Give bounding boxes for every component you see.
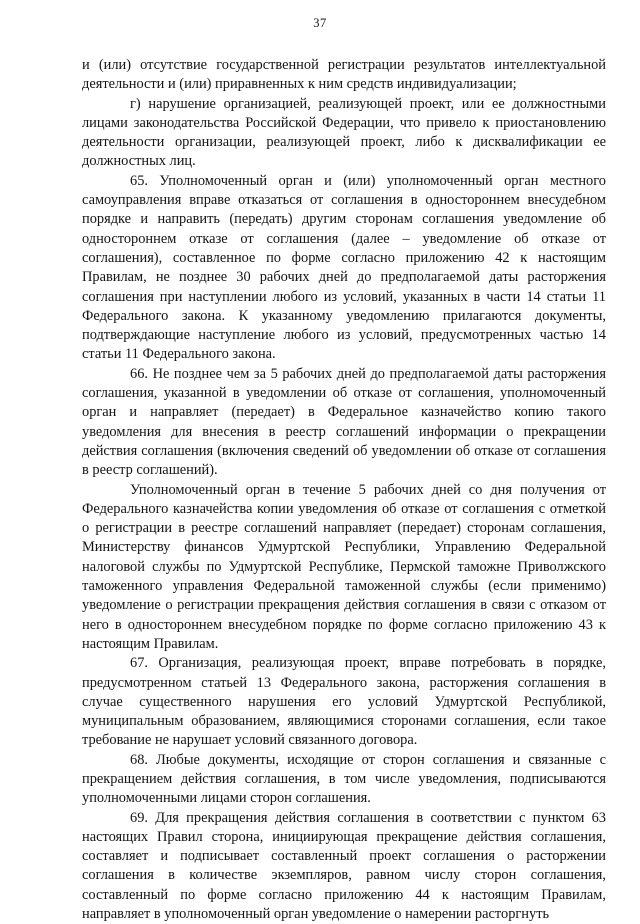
page-number: 37: [313, 16, 327, 30]
paragraph-69: 69. Для прекращения действия соглашения в соответствии с пунктом 63 настоящих Правил сторона, инициирующая прекращение действия соглашения, составляет и подписывает составленный проект соглашения о расторжении соглашения в количестве экземпляров, равном числу сторон соглашения, составленный по форме согласно приложению 44 к настоящим Правилам, направляет в уполномоченный орган уведомление о намерении расторгнуть: [82, 809, 606, 923]
paragraph-item-g: г) нарушение организацией, реализующей проект, или ее должностными лицами законодательства Российской Федерации, что привело к приостановлению деятельности организации, реализующей проект, либо к дисквалификации ее должностных лиц.: [82, 95, 606, 170]
paragraph-66-part-2: Уполномоченный орган в течение 5 рабочих дней со дня получения от Федерального казначейства копии уведомления об отказе от соглашения с отметкой о регистрации в реестре соглашений направляет (передает) сторонам соглашения, Министерству финансов Удмуртской Республики, Управлению Федеральной налоговой службы по Удмуртской Республике, Пермской таможне Приволжского таможенного управления Федеральной таможенной службы (если применимо) уведомление о регистрации прекращения действия соглашения в связи с отказом от него в одностороннем внесудебном порядке по форме согласно приложению 43 к настоящим Правилам.: [82, 481, 606, 652]
document-body: [82, 56, 606, 924]
paragraph-68: 68. Любые документы, исходящие от сторон соглашения и связанные с прекращением действия соглашения, в том числе уведомления, подписываются уполномоченными лицами сторон соглашения.: [82, 751, 606, 807]
paragraph-65: 65. Уполномоченный орган и (или) уполномоченный орган местного самоуправления вправе отказаться от соглашения в одностороннем внесудебном порядке и направить (передать) другим сторонам соглашения уведомление об одностороннем отказе от соглашения (далее – уведомление об отказе от соглашения), составленное по форме согласно приложению 42 к настоящим Правилам, не позднее 30 рабочих дней до предполагаемой даты расторжения соглашения при наступлении любого из условий, указанных в части 14 статьи 11 Федерального закона. К указанному уведомлению прилагаются документы, подтверждающие наступление любого из условий, предусмотренных частью 14 статьи 11 Федерального закона.: [82, 172, 606, 363]
paragraph-67: 67. Организация, реализующая проект, вправе потребовать в порядке, предусмотренном статьей 13 Федерального закона, расторжения соглашения в случае существенного нарушения его условий Удмуртской Республикой, муниципальным образованием, являющимися сторонами соглашения, если такое требование не нарушает условий связанного договора.: [82, 655, 606, 749]
paragraph-continuation: и (или) отсутствие государственной регистрации результатов интеллектуальной деятельности и (или) приравненных к ним средств индивидуализации;: [82, 57, 606, 93]
paragraph-66: 66. Не позднее чем за 5 рабочих дней до предполагаемой даты расторжения соглашения, указанной в уведомлении об отказе от соглашения, уполномоченный орган и направляет (передает) в Федеральное казначейство копию такого уведомления для внесения в реестр соглашений информации о прекращении действия соглашения (включения сведений об уведомлении об отказе от соглашения в реестр соглашений).: [82, 365, 606, 479]
